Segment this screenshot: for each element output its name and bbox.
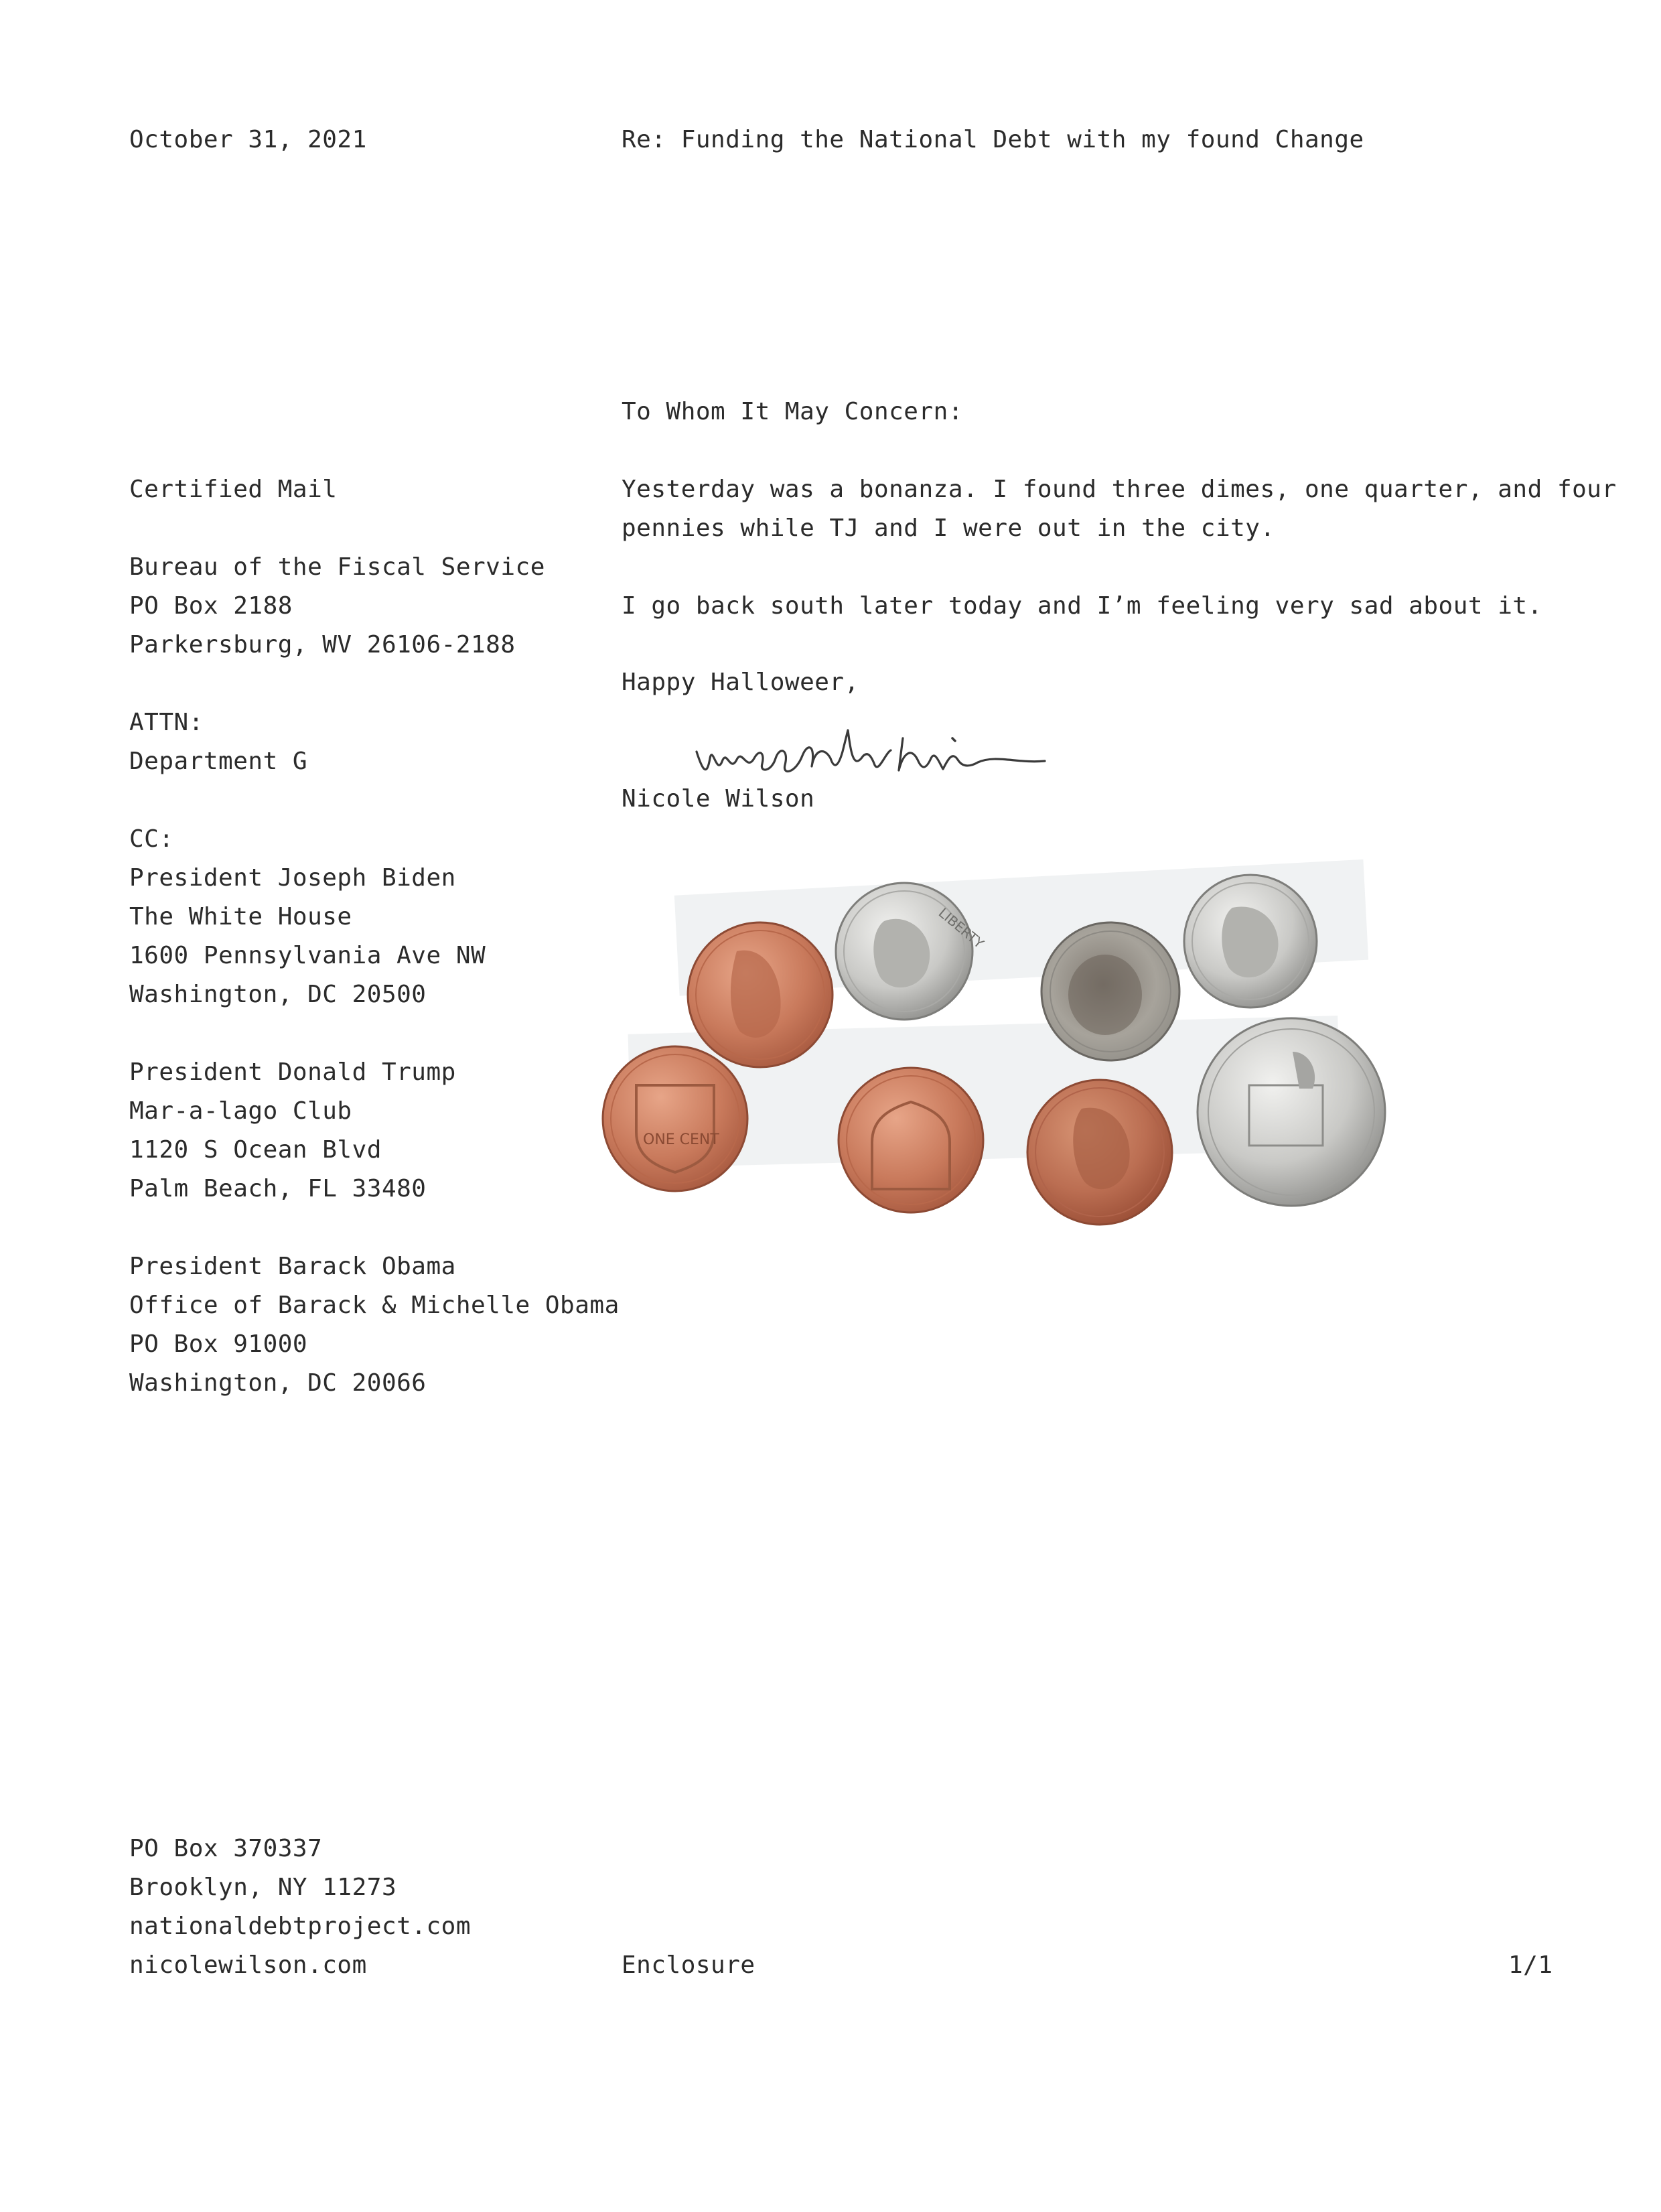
cc-address-line: Office of Barack & Michelle Obama xyxy=(129,1292,620,1319)
return-address-line: Brooklyn, NY 11273 xyxy=(129,1874,397,1901)
cc-address-line: 1120 S Ocean Blvd xyxy=(129,1136,382,1164)
penny-coin xyxy=(1027,1080,1172,1225)
page-number: 1/1 xyxy=(1508,1951,1553,1979)
attn-label: ATTN: xyxy=(129,709,204,736)
dime-coin xyxy=(1041,922,1179,1060)
cc-label: CC: xyxy=(129,825,174,853)
cc-address-line: Washington, DC 20066 xyxy=(129,1369,427,1397)
dime-coin xyxy=(1184,875,1317,1008)
return-address xyxy=(129,1829,471,1985)
cc-address-line: President Barack Obama xyxy=(129,1253,456,1280)
recipient-line: PO Box 2188 xyxy=(129,592,293,620)
cc-address-line: 1600 Pennsylvania Ave NW xyxy=(129,942,486,969)
cc-address-line: Mar-a-lago Club xyxy=(129,1097,352,1125)
quarter-coin xyxy=(1198,1018,1385,1206)
letter-date: October 31, 2021 xyxy=(129,126,367,153)
enclosure-note: Enclosure xyxy=(622,1951,755,1979)
website-link[interactable]: nationaldebtproject.com xyxy=(129,1913,471,1940)
penny-coin xyxy=(603,1046,747,1191)
signature xyxy=(690,711,1052,785)
website-link[interactable]: nicolewilson.com xyxy=(129,1951,367,1979)
enclosed-coins-photo xyxy=(589,851,1433,1266)
body-paragraph-2: I go back south later today and I’m feeling very sad about it. xyxy=(622,592,1542,620)
penny-coin xyxy=(839,1068,983,1213)
penny-coin xyxy=(688,922,833,1067)
cc-address-line: President Donald Trump xyxy=(129,1058,456,1086)
coin-text: LIBERTY xyxy=(935,904,987,952)
closing: Happy Halloweer, xyxy=(622,669,859,696)
body-paragraph-1 xyxy=(622,470,1617,548)
coin-text: ONE CENT xyxy=(643,1131,719,1148)
sender-name: Nicole Wilson xyxy=(622,785,815,813)
cc-address-line: Washington, DC 20500 xyxy=(129,981,427,1008)
return-address-line: PO Box 370337 xyxy=(129,1835,323,1862)
cc-address-line: President Joseph Biden xyxy=(129,864,456,892)
body-line: pennies while TJ and I were out in the city. xyxy=(622,514,1275,542)
letter-subject: Re: Funding the National Debt with my found Change xyxy=(622,126,1364,153)
cc-address-line: PO Box 91000 xyxy=(129,1330,308,1358)
cc-address-line: The White House xyxy=(129,903,352,930)
recipient-line: Parkersburg, WV 26106-2188 xyxy=(129,631,516,659)
mailing-method: Certified Mail xyxy=(129,476,338,503)
attn-value: Department G xyxy=(129,748,308,775)
recipient-line: Bureau of the Fiscal Service xyxy=(129,553,545,581)
salutation: To Whom It May Concern: xyxy=(622,398,963,425)
cc-address-line: Palm Beach, FL 33480 xyxy=(129,1175,427,1202)
body-line: Yesterday was a bonanza. I found three dimes, one quarter, and four xyxy=(622,476,1617,503)
mailing-block xyxy=(129,470,620,1403)
